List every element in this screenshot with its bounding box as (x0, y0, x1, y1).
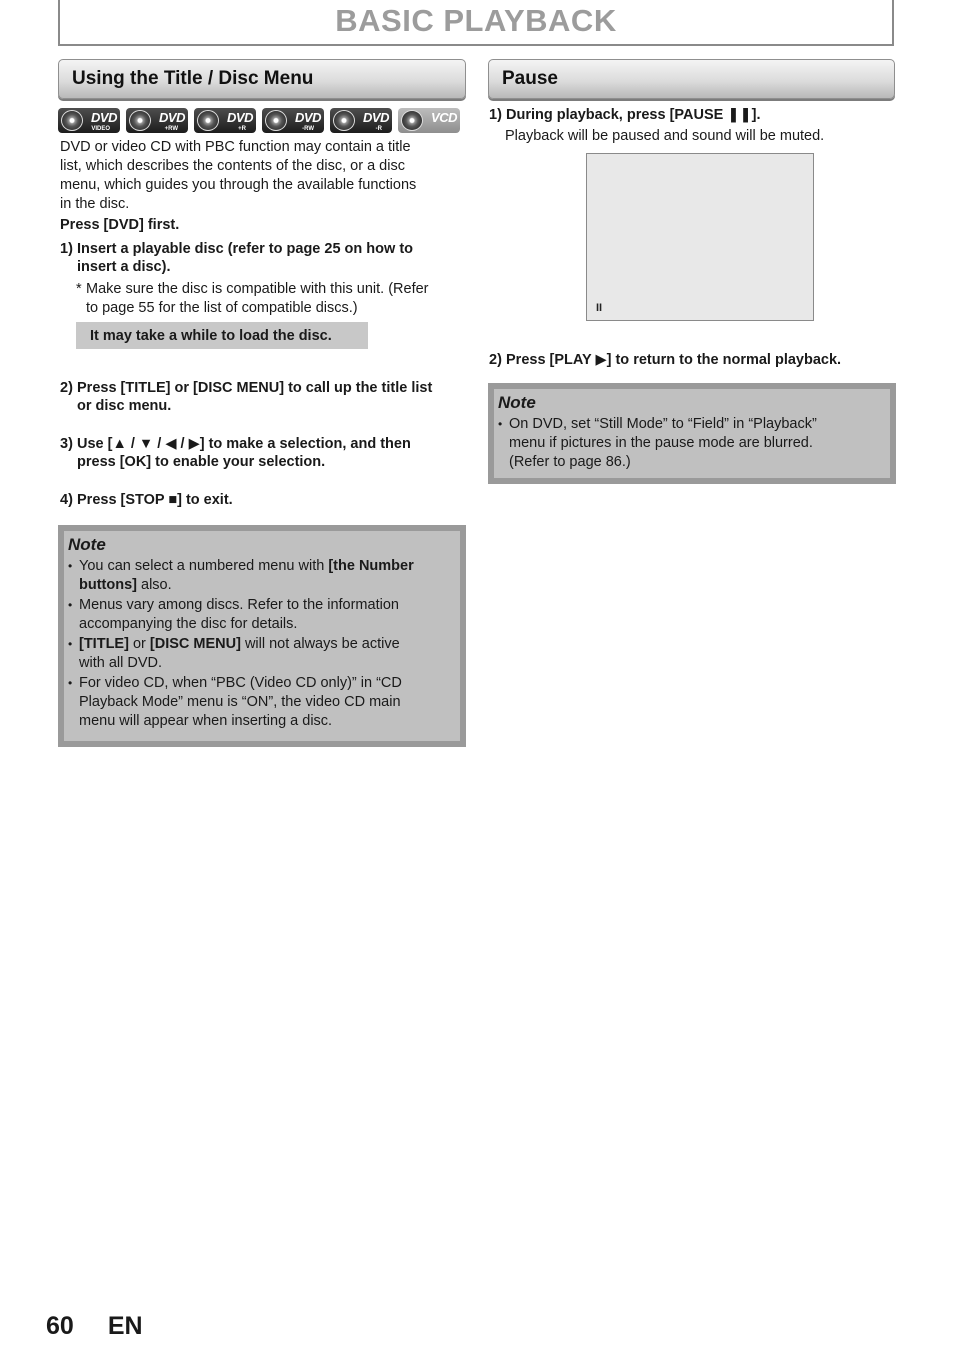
pause-icon: II (596, 302, 603, 314)
right-note-box (488, 383, 896, 484)
dvd-plus-r-badge: DVD +R (194, 108, 256, 133)
disc-icon (265, 110, 287, 131)
section-header-title-disc-menu (58, 59, 466, 99)
pause-step-1-detail: Playback will be paused and sound will be muted. (505, 128, 825, 144)
pause-step-2: 2) Press [PLAY ▶] to return to the normal playback. (489, 352, 842, 368)
vcd-badge: VCD (398, 108, 460, 133)
language-code: EN (107, 1312, 143, 1340)
disc-icon (61, 110, 83, 131)
section-title: Using the Title / Disc Menu (72, 68, 314, 89)
section-header-pause (488, 59, 895, 99)
step-1: 1) Insert a playable disc (refer to page 25 on how to insert a disc). (60, 241, 413, 275)
disc-icon (129, 110, 151, 131)
note-item: • Menus vary among discs. Refer to the information accompanying the disc for details. (68, 596, 454, 634)
step-2: 2) Press [TITLE] or [DISC MENU] to call up the title list or disc menu. (60, 380, 433, 414)
note-list (494, 415, 890, 472)
compatibility-note: * Make sure the disc is compatible with this unit. (Refer to page 55 for the list of compatible discs.) (76, 281, 429, 316)
intro-paragraph: DVD or video CD with PBC function may contain a title list, which describes the contents of the disc, or a disc menu, which guides you through the available functions in the disc. (60, 139, 417, 212)
pause-step-1: 1) During playback, press [PAUSE ❚❚]. (489, 107, 761, 123)
page-footer (46, 1312, 143, 1341)
loading-hint: It may take a while to load the disc. (76, 322, 368, 349)
note-item: • On DVD, set “Still Mode” to “Field” in “Playback” menu if pictures in the pause mode are blurred. (Refer to page 86.) (498, 415, 884, 472)
step-3: 3) Use [▲ / ▼ / ◀ / ▶] to make a selection, and then press [OK] to enable your selection. (60, 436, 411, 470)
dvd-plus-rw-badge: DVD +RW (126, 108, 188, 133)
dvd-video-badge: DVD VIDEO (58, 108, 120, 133)
section-title: Pause (502, 68, 558, 89)
disc-icon (333, 110, 355, 131)
dvd-minus-rw-badge: DVD -RW (262, 108, 324, 133)
tv-screen-illustration (586, 153, 814, 321)
note-item: • You can select a numbered menu with [the Number buttons] also. (68, 557, 454, 595)
note-title: Note (68, 535, 106, 554)
disc-icon (401, 110, 423, 131)
note-item: • [TITLE] or [DISC MENU] will not always be active with all DVD. (68, 635, 454, 673)
step-4: 4) Press [STOP ■] to exit. (60, 492, 233, 508)
dvd-minus-r-badge: DVD -R (330, 108, 392, 133)
page-title: BASIC PLAYBACK (335, 3, 617, 38)
disc-type-icons (58, 108, 460, 133)
note-list (64, 557, 460, 731)
press-dvd-first: Press [DVD] first. (60, 217, 180, 233)
disc-icon (197, 110, 219, 131)
page-title-box (58, 0, 894, 46)
left-note-box (58, 525, 466, 747)
page-number: 60 (46, 1312, 74, 1340)
note-title: Note (498, 393, 536, 412)
note-item: • For video CD, when “PBC (Video CD only)” in “CD Playback Mode” menu is “ON”, the video CD main menu will appear when inserting a disc. (68, 674, 454, 731)
